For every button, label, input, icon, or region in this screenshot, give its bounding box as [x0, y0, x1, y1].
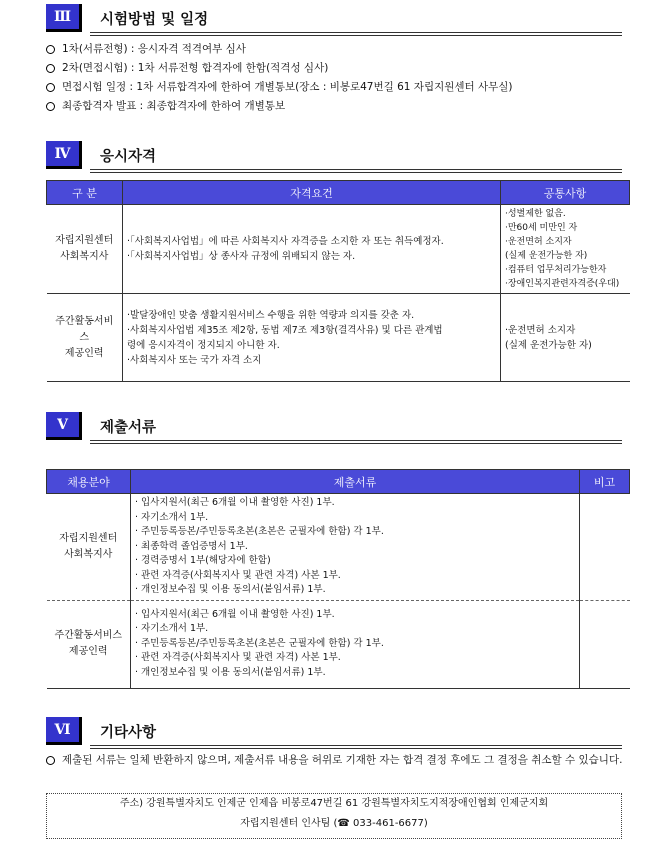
common-cell: ·운전면허 소지자 (실제 운전가능한 자)	[501, 294, 630, 382]
section-header-5	[46, 412, 622, 440]
requirements-cell: ·발달장애인 맞춤 생활지원서비스 수행을 위한 역량과 의지를 갖춘 자. ·사회복지사업법 제35조 제2항, 동법 제7조 제3항(결격사유) 및 다른 관계법 령에 응시자격이 정지되지 아니한 자. ·사회복지사 또는 국가 자격 소지	[123, 294, 501, 382]
circle-bullet-icon	[46, 64, 55, 73]
circle-bullet-icon	[46, 45, 55, 54]
column-header: 채용분야	[47, 470, 131, 494]
qualification-table	[46, 180, 630, 382]
table-row	[47, 494, 630, 601]
misc-paragraph	[46, 751, 626, 770]
circle-bullet-icon	[46, 756, 55, 765]
table-row	[47, 600, 630, 688]
section-header-3	[46, 4, 622, 32]
circle-bullet-icon	[46, 83, 55, 92]
schedule-list	[46, 40, 513, 116]
circle-bullet-icon	[46, 102, 55, 111]
divider	[90, 169, 622, 170]
divider	[90, 35, 622, 36]
column-header: 제출서류	[131, 470, 580, 494]
divider	[90, 748, 622, 749]
documents-cell: · 입사지원서(최근 6개월 이내 촬영한 사진) 1부. · 자기소개서 1부. · 주민등록등본/주민등록초본(초본은 군필자에 한함) 각 1부. · 최종학력 졸업증명서 1부. · 경력증명서 1부(해당자에 한함) · 관련 자격증(사회복지사 및 관련 자격) 사본 1부. · 개인정보수집 및 이용 동의서(붙임서류) 1부.	[131, 494, 580, 601]
divider	[90, 32, 622, 33]
table-row	[47, 294, 630, 382]
section-title: 응시자격	[100, 149, 157, 165]
table-row	[47, 205, 630, 294]
contact-text: 자립지원센터 인사팀 (☎ 033-461-6677)	[240, 818, 428, 829]
list-item: 최종합격자 발표 : 최종합격자에 한하여 개별통보	[46, 97, 513, 116]
section-title: 제출서류	[100, 420, 157, 436]
section-number: Ⅳ	[46, 141, 82, 169]
category-cell: 주간활동서비스 제공인력	[47, 294, 123, 382]
divider	[90, 443, 622, 444]
contact-box	[46, 793, 622, 839]
list-item: 2차(면접시험) : 1차 서류전형 합격자에 한함(적격성 심사)	[46, 59, 513, 78]
documents-cell: · 입사지원서(최근 6개월 이내 촬영한 사진) 1부. · 자기소개서 1부. · 주민등록등본/주민등록초본(초본은 군필자에 한함) 각 1부. · 관련 자격증(사회복지사 및 관련 자격) 사본 1부. · 개인정보수집 및 이용 동의서(붙임서류) 1부.	[131, 600, 580, 688]
note-cell	[580, 600, 630, 688]
section-title: 시험방법 및 일정	[100, 12, 209, 28]
address-text: 주소) 강원특별자치도 인제군 인제읍 비봉로47번길 61 강원특별자치도지적장애인협회 인제군지회	[119, 798, 549, 809]
column-header: 비고	[580, 470, 630, 494]
section-header-4	[46, 141, 622, 169]
category-cell: 자립지원센터 사회복지사	[47, 494, 131, 601]
common-cell: ·성별제한 없음. ·만60세 미만인 자 ·운전면허 소지자 (실제 운전가능한 자) ·컴퓨터 업무처리가능한자 ·장애인복지관련자격증(우대)	[501, 205, 630, 294]
section-title: 기타사항	[100, 725, 157, 741]
list-item: 1차(서류전형) : 응시자격 적격여부 심사	[46, 40, 513, 59]
divider	[90, 440, 622, 441]
documents-table	[46, 469, 630, 689]
column-header: 공통사항	[501, 181, 630, 205]
section-number: Ⅲ	[46, 4, 82, 32]
note-cell	[580, 494, 630, 601]
divider	[90, 172, 622, 173]
requirements-cell: ·「사회복지사업법」에 따른 사회복지사 자격증을 소지한 자 또는 취득예정자. ·「사회복지사업법」상 종사자 규정에 위배되지 않는 자.	[123, 205, 501, 294]
list-item: 제출된 서류는 일체 반환하지 않으며, 제출서류 내용을 허위로 기재한 자는 합격 결정 후에도 그 결정을 취소할 수 있습니다.	[46, 751, 626, 770]
section-number: Ⅴ	[46, 412, 82, 440]
category-cell: 주간활동서비스 제공인력	[47, 600, 131, 688]
list-item: 면접시험 일정 : 1차 서류합격자에 한하여 개별통보(장소 : 비봉로47번길 61 자립지원센터 사무실)	[46, 78, 513, 97]
category-cell: 자립지원센터 사회복지사	[47, 205, 123, 294]
column-header: 자격요건	[123, 181, 501, 205]
section-number: Ⅵ	[46, 717, 82, 745]
divider	[90, 745, 622, 746]
column-header: 구 분	[47, 181, 123, 205]
section-header-6	[46, 717, 622, 745]
